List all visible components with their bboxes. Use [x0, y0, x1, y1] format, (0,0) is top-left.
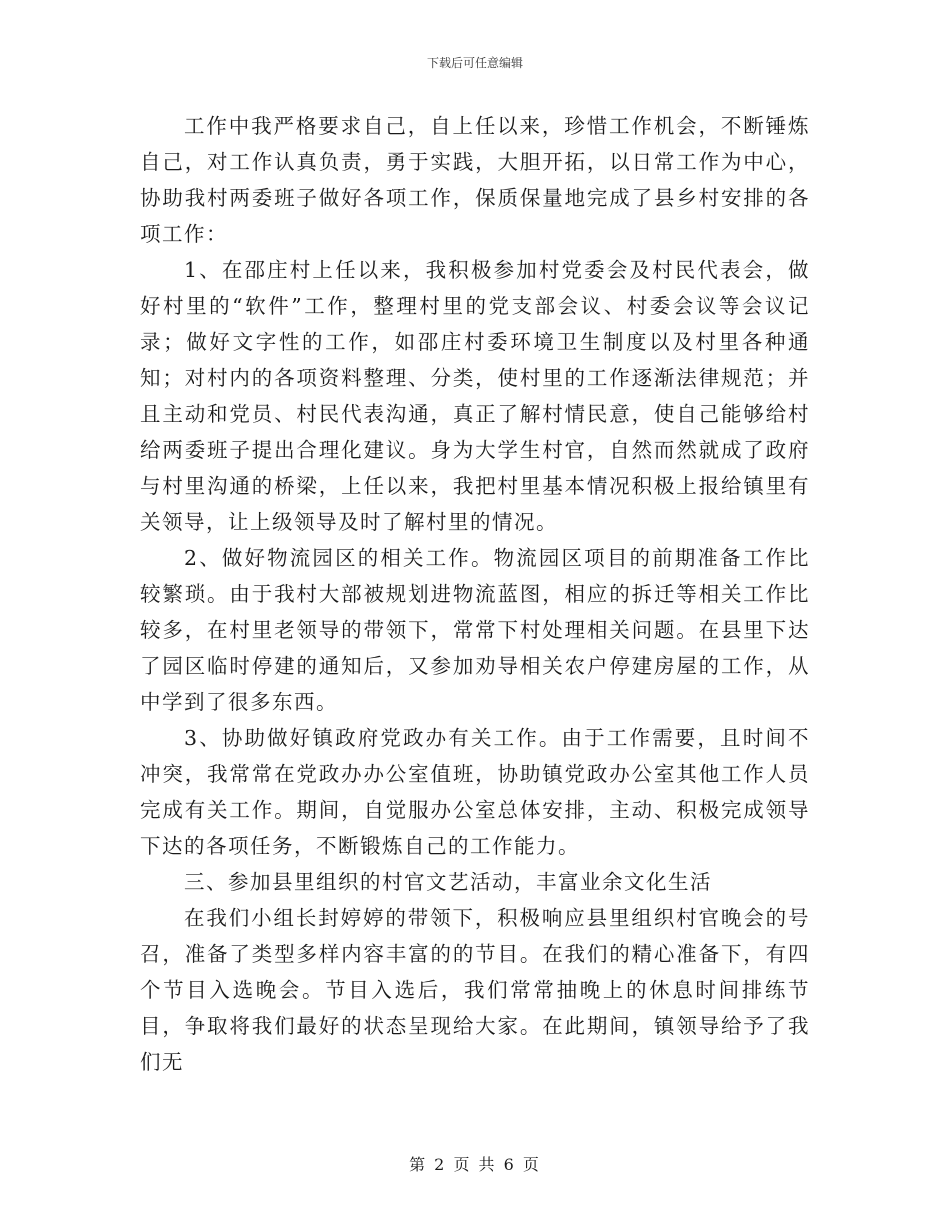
page-number: 第 2 页 共 6 页	[409, 1155, 541, 1174]
paragraph-section-3: 在我们小组长封婷婷的带领下，积极响应县里组织村官晚会的号召，准备了类型多样内容丰富的的节目。在我们的精心准备下，有四个节目入选晚会。节目入选后，我们常常抽晚上的休息时间排练节目，争取将我们最好的状态呈现给大家。在此期间，镇领导给予了我们无	[140, 906, 810, 1074]
paragraph-item-3: 3、协助做好镇政府党政办有关工作。由于工作需要，且时间不冲突，我常常在党政办办公室值班，协助镇党政办公室其他工作人员完成有关工作。期间，自觉服办公室总体安排，主动、积极完成领导下达的各项任务，不断锻炼自己的工作能力。	[140, 726, 810, 858]
page-header: 下载后可任意编辑	[426, 56, 523, 70]
paragraph-intro: 工作中我严格要求自己，自上任以来，珍惜工作机会，不断锤炼自己，对工作认真负责，勇于实践，大胆开拓，以日常工作为中心，协助我村两委班子做好各项工作，保质保量地完成了县乡村安排的各项工作：	[140, 114, 810, 246]
paragraph-item-1: 1、在邵庄村上任以来，我积极参加村党委会及村民代表会，做好村里的“软件”工作，整理村里的党支部会议、村委会议等会议记录；做好文字性的工作，如邵庄村委环境卫生制度以及村里各种通知；对村内的各项资料整理、分类，使村里的工作逐渐法律规范；并且主动和党员、村民代表沟通，真正了解村情民意，使自己能够给村给两委班子提出合理化建议。身为大学生村官，自然而然就成了政府与村里沟通的桥梁，上任以来，我把村里基本情况积极上报给镇里有关领导，让上级领导及时了解村里的情况。	[140, 258, 810, 534]
section-heading-3: 三、参加县里组织的村官文艺活动，丰富业余文化生活	[184, 870, 712, 894]
document-body	[140, 108, 810, 1080]
paragraph-item-2: 2、做好物流园区的相关工作。物流园区项目的前期准备工作比较繁琐。由于我村大部被规划进物流蓝图，相应的拆迁等相关工作比较多，在村里老领导的带领下，常常下村处理相关问题。在县里下达了园区临时停建的通知后，又参加劝导相关农户停建房屋的工作，从中学到了很多东西。	[140, 546, 810, 714]
